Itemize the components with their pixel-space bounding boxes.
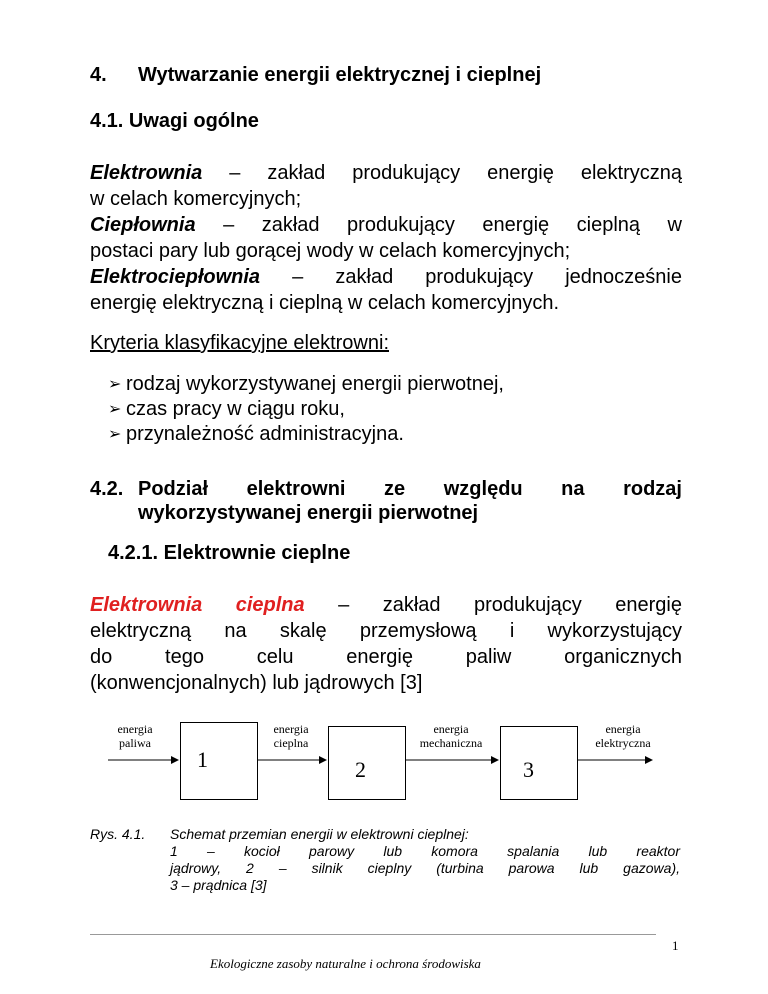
footer-text: Ekologiczne zasoby naturalne i ochrona środowiska — [210, 956, 481, 971]
page-number: 1 — [672, 938, 679, 953]
def-cieplownia-line1: Ciepłownia – zakład produkujący energię cieplną w — [90, 214, 682, 236]
def-ec-line2: energię elektryczną i cieplną w celach komercyjnych. — [90, 292, 560, 314]
kryteria-list — [108, 372, 504, 447]
label-energia-paliwa: energia paliwa — [117, 722, 153, 750]
energy-conversion-diagram — [100, 718, 680, 798]
def-ec-line1: Elektrociepłownia – zakład produkujący jednocześnie — [90, 266, 682, 288]
section-title: Wytwarzanie energii elektrycznej i cieplnej — [138, 64, 542, 86]
subsection-421-title: 4.2.1. Elektrownie cieplne — [108, 542, 351, 564]
arrow-bullet-icon: ➢ — [108, 401, 122, 418]
subsection-41-title: 4.1. Uwagi ogólne — [90, 110, 259, 132]
subsection-42-line1: Podział elektrowni ze względu na rodzaj — [138, 478, 682, 500]
term-elektrownia-cieplna: Elektrownia cieplna — [90, 594, 305, 616]
def-cieplownia-line2: postaci pary lub gorącej wody w celach komercyjnych; — [90, 240, 571, 262]
figure-label: Rys. 4.1. — [90, 826, 146, 842]
label-energia-mechaniczna: energia mechaniczna — [419, 722, 483, 750]
list-item: ➢ czas pracy w ciągu roku, — [108, 398, 345, 420]
figure-caption: Schemat przemian energii w elektrowni cieplnej: 1 – kocioł parowy lub komora spalania lub reaktor jądrowy, 2 – silnik cieplny (turbina parowa lub gazowa), 3 – prądnica [3] — [170, 826, 680, 893]
def-elektrownia-cieplna: Elektrownia cieplna – zakład produkujący energię elektryczną na skalę przemysłową i wykorzystujący do tego celu energię paliw organicznych (konwencjonalnych) lub jądrowych [3] — [90, 594, 682, 694]
label-energia-cieplna: energia cieplna — [273, 722, 309, 750]
def-elektrownia-line1: Elektrownia – zakład produkujący energię elektryczną — [90, 162, 682, 184]
arrow-bullet-icon: ➢ — [108, 426, 122, 443]
term-cieplownia: Ciepłownia — [90, 214, 196, 236]
arrow-bullet-icon: ➢ — [108, 376, 122, 393]
term-elektrocieplownia: Elektrociepłownia — [90, 266, 261, 288]
kryteria-heading: Kryteria klasyfikacyjne elektrowni: — [90, 332, 389, 354]
box-2: 2 — [328, 726, 406, 800]
term-elektrownia: Elektrownia — [90, 162, 203, 184]
footer-divider — [90, 934, 656, 935]
def-elektrownia-line2: w celach komercyjnych; — [90, 188, 302, 210]
label-energia-elektryczna: energia elektryczna — [595, 722, 651, 750]
definitions-block — [90, 160, 682, 316]
box-1: 1 — [180, 722, 258, 800]
box-3: 3 — [500, 726, 578, 800]
list-item: ➢ rodzaj wykorzystywanej energii pierwotnej, — [108, 373, 504, 395]
list-item: ➢ przynależność administracyjna. — [108, 423, 404, 445]
subsection-42-number: 4.2. — [90, 478, 124, 500]
subsection-42-line2: wykorzystywanej energii pierwotnej — [138, 502, 479, 524]
section-number: 4. — [90, 64, 107, 86]
